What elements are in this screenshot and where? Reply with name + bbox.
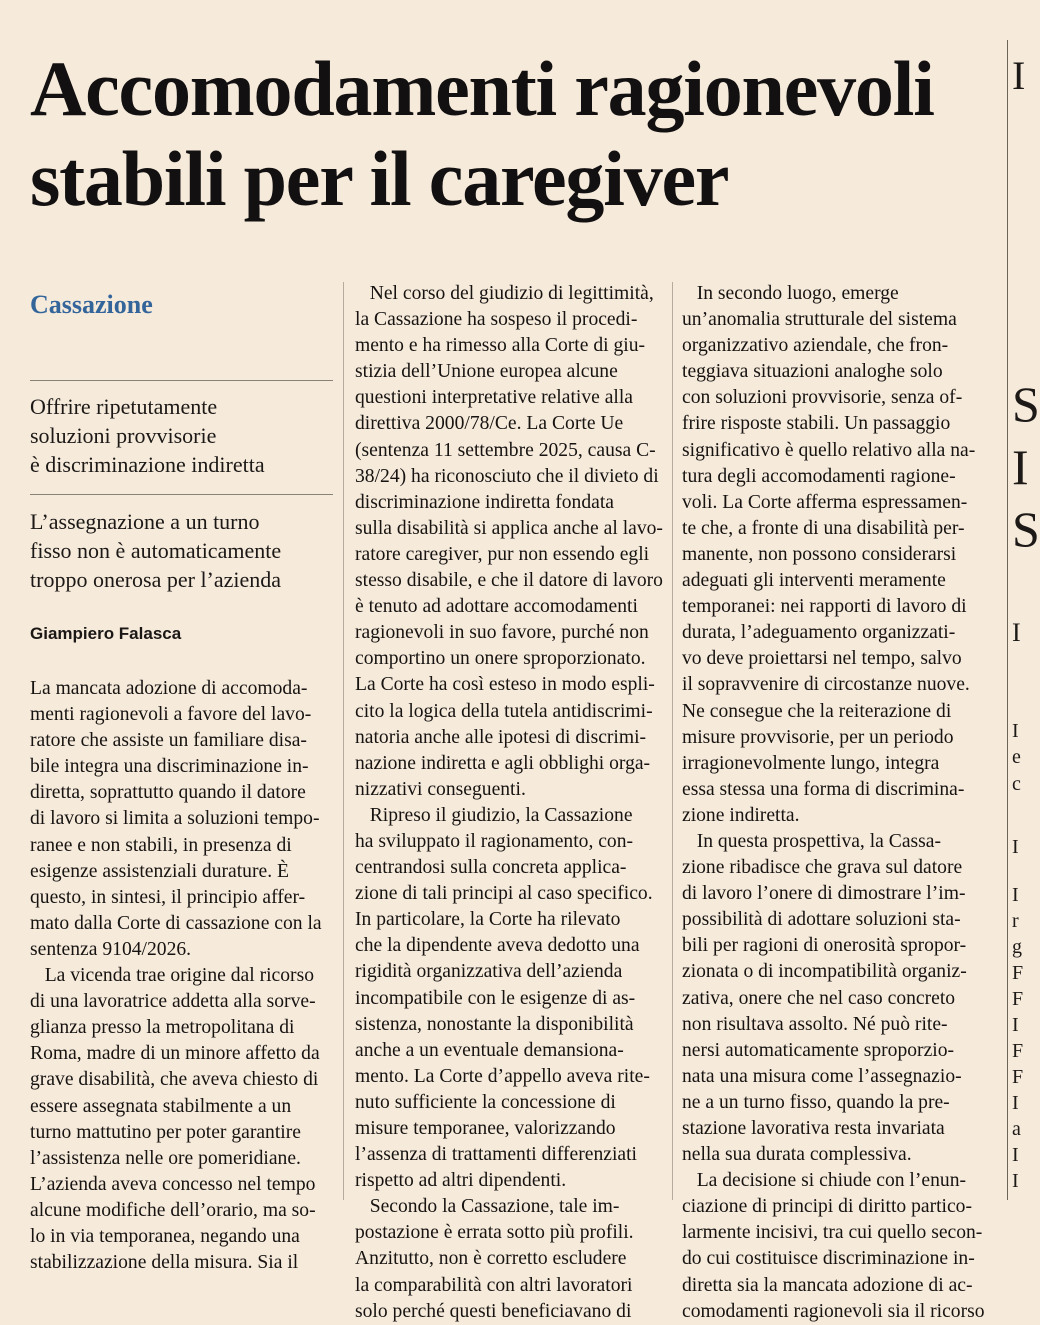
- article-text-line: bile integra una discriminazione in-: [30, 756, 309, 778]
- subheading-line: troppo onerosa per l’azienda: [30, 567, 282, 592]
- adjacent-text-fragment: S: [1012, 501, 1040, 557]
- article-text-line: Roma, madre di un minore affetto da: [30, 1043, 320, 1065]
- article-text-line: Nel corso del giudizio di legittimità,: [355, 283, 654, 304]
- article-text-line: ciazione di principi di diritto partico-: [682, 1196, 973, 1218]
- column-divider: [672, 282, 673, 1200]
- adjacent-text-fragment: S: [1012, 376, 1040, 432]
- subheading: [30, 507, 336, 594]
- article-text-line: zione indiretta.: [682, 804, 800, 826]
- article-text-line: comodamenti ragionevoli sia il ricorso: [682, 1300, 985, 1322]
- article-text-line: stizia dell’Unione europea alcune: [355, 361, 618, 383]
- article-text-line: comportino un onere sproporzionato.: [355, 648, 646, 670]
- article-text-line: postazione è errata sotto più profili.: [355, 1222, 634, 1244]
- article-text-line: glianza presso la metropolitana di: [30, 1017, 295, 1039]
- article-text-line: sentenza 9104/2026.: [30, 938, 192, 960]
- article-text-line: centrandosi sulla concreta applica-: [355, 857, 627, 879]
- article-text-line: stabilizzazione della misura. Sia il: [30, 1252, 299, 1274]
- article-text-line: bili per ragioni di onerosità spropor-: [682, 935, 967, 957]
- article-text-line: te che, a fronte di una disabilità per-: [682, 517, 965, 539]
- article-text-line: mento. La Corte d’appello aveva rite-: [355, 1065, 650, 1087]
- article-text-line: misure provvisorie, per un periodo: [682, 726, 954, 748]
- article-text-line: natoria anche alle ipotesi di discrimi-: [355, 726, 647, 748]
- article-text-line: mento e ha rimesso alla Corte di giu-: [355, 335, 646, 357]
- article-title-line: Accomodamenti ragionevoli: [30, 45, 934, 132]
- adjacent-text-fragment: I: [1012, 618, 1021, 647]
- article-text-line: questo, in sintesi, il principio affer-: [30, 886, 306, 908]
- article-text-line: zionata o di incompatibilità organiz-: [682, 961, 967, 983]
- divider: [30, 380, 333, 381]
- article-text-line: (sentenza 11 settembre 2025, causa C-: [355, 439, 656, 461]
- article-text-line: organizzativo aziendale, che fron-: [682, 335, 949, 357]
- article-text-line: turno mattutino per poter garantire: [30, 1121, 301, 1143]
- adjacent-text-fragment: F: [1012, 1066, 1024, 1088]
- article-text-line: Ne consegue che la reiterazione di: [682, 700, 952, 722]
- article-text-line: zione ribadisce che grava sul datore: [682, 857, 963, 879]
- article-text-line: teggiava situazioni analoghe solo: [682, 361, 943, 383]
- article-text-line: un’anomalia strutturale del sistema: [682, 309, 957, 331]
- article-text-line: voli. La Corte afferma espressamen-: [682, 491, 968, 513]
- article-text-line: sulla disabilità si applica anche al lavo-: [355, 517, 663, 539]
- article-text-line: rispetto ad altri dipendenti.: [355, 1170, 567, 1192]
- article-text-line: di lavoro si limita a soluzioni tempo-: [30, 808, 320, 830]
- article-text-line: manente, non possono considerarsi: [682, 543, 957, 565]
- article-text-line: alcune modifiche dell’orario, ma so-: [30, 1199, 316, 1221]
- article-text-line: diretta, soprattutto quando il datore: [30, 782, 306, 804]
- section-label: Cassazione: [30, 290, 153, 319]
- divider: [30, 494, 333, 495]
- subheading-line: è discriminazione indiretta: [30, 452, 265, 477]
- article-text-line: vo deve proiettarsi nel tempo, salvo: [682, 648, 962, 670]
- article-text-line: l’assenza di trattamenti differenziati: [355, 1144, 637, 1166]
- article-text-line: è tenuto ad adottare accomodamenti: [355, 596, 638, 618]
- article-text-line: l’assistenza nelle ore pomeridiane.: [30, 1147, 301, 1169]
- adjacent-text-fragment: e: [1012, 746, 1021, 768]
- adjacent-text-fragment: a: [1012, 1118, 1021, 1140]
- article-text-line: La vicenda trae origine dal ricorso: [30, 965, 314, 987]
- article-text-line: esigenze assistenziali durature. È: [30, 860, 289, 882]
- article-text-line: zione di tali principi al caso specifico.: [355, 883, 653, 905]
- article-text-line: nuto sufficiente la concessione di: [355, 1091, 616, 1113]
- article-title: [30, 44, 1010, 224]
- article-column-2: [355, 281, 661, 1325]
- article-text-line: Ripreso il giudizio, la Cassazione: [355, 804, 633, 826]
- article-text-line: stazione lavorativa resta invariata: [682, 1118, 945, 1139]
- article-text-line: frire risposte stabili. Un passaggio: [682, 413, 951, 435]
- article-text-line: In secondo luogo, emerge: [682, 283, 899, 304]
- adjacent-text-fragment: I: [1012, 1144, 1019, 1166]
- adjacent-text-fragment: I: [1012, 720, 1019, 742]
- article-text-line: la Cassazione ha sospeso il procedi-: [355, 309, 638, 331]
- article-text-line: ragionevoli in suo favore, purché non: [355, 622, 649, 644]
- article-text-line: discriminazione indiretta fondata: [355, 491, 614, 513]
- article-text-line: possibilità di adottare soluzioni sta-: [682, 909, 961, 931]
- adjacent-text-fragment: I: [1012, 1170, 1019, 1192]
- article-text-line: misure temporanee, valorizzando: [355, 1118, 616, 1139]
- column-divider: [343, 282, 344, 1200]
- article-text-line: nazione indiretta e agli obblighi orga-: [355, 752, 651, 774]
- article-text-line: incompatibile con le esigenze di as-: [355, 987, 636, 1009]
- subheading-line: L’assegnazione a un turno: [30, 509, 260, 534]
- article-text-line: La decisione si chiude con l’enun-: [682, 1170, 967, 1192]
- article-text-line: Anzitutto, non è corretto escludere: [355, 1248, 627, 1270]
- subheading-line: soluzioni provvisorie: [30, 423, 217, 448]
- adjacent-text-fragment: F: [1012, 1040, 1024, 1062]
- article-text-line: grave disabilità, che aveva chiesto di: [30, 1069, 319, 1091]
- article-text-line: nersi automaticamente sproporzio-: [682, 1039, 955, 1061]
- adjacent-text-fragment: I: [1012, 1092, 1019, 1114]
- adjacent-text-fragment: I: [1012, 836, 1019, 858]
- article-text-line: nizzativi conseguenti.: [355, 778, 526, 800]
- subheading: [30, 392, 336, 479]
- subheading-line: Offrire ripetutamente: [30, 394, 218, 419]
- article-text-line: con soluzioni provvisorie, senza of-: [682, 387, 963, 409]
- adjacent-text-fragment: F: [1012, 962, 1024, 984]
- article-text-line: anche a un eventuale demansiona-: [355, 1039, 624, 1061]
- article-text-line: nella sua durata complessiva.: [682, 1144, 912, 1166]
- article-text-line: ne a un turno fisso, quando la pre-: [682, 1091, 950, 1113]
- article-text-line: di lavoro l’onere di dimostrare l’im-: [682, 883, 966, 905]
- article-text-line: durata, l’adeguamento organizzati-: [682, 622, 956, 644]
- author-byline: Giampiero Falasca: [30, 624, 182, 643]
- article-text-line: 38/24) ha riconosciuto che il divieto di: [355, 465, 659, 487]
- article-text-line: significativo è quello relativo alla na-: [682, 439, 976, 461]
- article-column-3: [682, 281, 988, 1325]
- article-text-line: ratore che assiste un familiare disa-: [30, 730, 307, 752]
- article-text-line: larmente incisivi, tra cui quello secon-: [682, 1222, 983, 1244]
- article-text-line: questioni interpretative relative alla: [355, 387, 634, 409]
- article-text-line: solo perché questi beneficiavano di: [355, 1300, 632, 1322]
- article-text-line: La Corte ha così esteso in modo espli-: [355, 674, 655, 696]
- subheading-line: fisso non è automaticamente: [30, 538, 282, 563]
- adjacent-text-fragment: c: [1012, 773, 1021, 795]
- article-text-line: ratore caregiver, pur non essendo egli: [355, 543, 650, 565]
- article-text-line: diretta sia la mancata adozione di ac-: [682, 1274, 973, 1296]
- article-text-line: sistenza, nonostante la disponibilità: [355, 1013, 634, 1035]
- article-text-line: ranee e non stabili, in presenza di: [30, 834, 292, 856]
- article-text-line: di una lavoratrice addetta alla sorve-: [30, 991, 316, 1013]
- adjacent-text-fragment: g: [1012, 936, 1022, 958]
- article-text-line: menti ragionevoli a favore del lavo-: [30, 704, 312, 726]
- article-text-line: cito la logica della tutela antidiscrimi-: [355, 700, 653, 722]
- article-text-line: non risultava assolto. Né può rite-: [682, 1013, 948, 1035]
- adjacent-text-fragment: I: [1012, 53, 1026, 98]
- article-text-line: adeguati gli interventi meramente: [682, 570, 946, 592]
- article-text-line: essa stessa una forma di discrimina-: [682, 778, 965, 800]
- adjacent-text-fragment: I: [1012, 884, 1019, 906]
- adjacent-text-fragment: F: [1012, 988, 1024, 1010]
- article-text-line: Secondo la Cassazione, tale im-: [355, 1196, 620, 1218]
- article-text-line: zativa, onere che nel caso concreto: [682, 987, 956, 1009]
- article-title-line: stabili per il caregiver: [30, 135, 729, 222]
- article-text-line: lo in via temporanea, negando una: [30, 1225, 300, 1247]
- column-divider: [1007, 40, 1008, 1200]
- article-text-line: do cui costituisce discriminazione in-: [682, 1248, 975, 1270]
- article-text-line: tura degli accomodamenti ragione-: [682, 465, 956, 487]
- article-column-1: [30, 676, 336, 1276]
- article-text-line: essere assegnata stabilmente a un: [30, 1095, 292, 1117]
- adjacent-text-fragment: r: [1012, 910, 1019, 932]
- article-text-line: temporanei: nei rapporti di lavoro di: [682, 596, 967, 618]
- article-text-line: stesso disabile, e che il datore di lavoro: [355, 570, 663, 592]
- article-text-line: nata una misura come l’assegnazio-: [682, 1065, 962, 1087]
- article-text-line: il sopravvenire di circostanze nuove.: [682, 674, 970, 696]
- adjacent-text-fragment: I: [1012, 439, 1029, 495]
- article-text-line: La mancata adozione di accomoda-: [30, 678, 308, 699]
- article-text-line: In questa prospettiva, la Cassa-: [682, 830, 942, 852]
- article-text-line: la comparabilità con altri lavoratori: [355, 1274, 633, 1296]
- article-text-line: rigidità organizzativa dell’azienda: [355, 961, 623, 983]
- article-text-line: L’azienda aveva concesso nel tempo: [30, 1173, 316, 1195]
- article-text-line: mato dalla Corte di cassazione con la: [30, 912, 322, 934]
- article-text-line: ha sviluppato il ragionamento, con-: [355, 830, 634, 852]
- article-text-line: direttiva 2000/78/Ce. La Corte Ue: [355, 413, 624, 435]
- article-text-line: che la dipendente aveva dedotto una: [355, 935, 640, 957]
- article-text-line: irragionevolmente lungo, integra: [682, 752, 940, 774]
- article-text-line: In particolare, la Corte ha rilevato: [355, 909, 621, 931]
- adjacent-text-fragment: I: [1012, 1014, 1019, 1036]
